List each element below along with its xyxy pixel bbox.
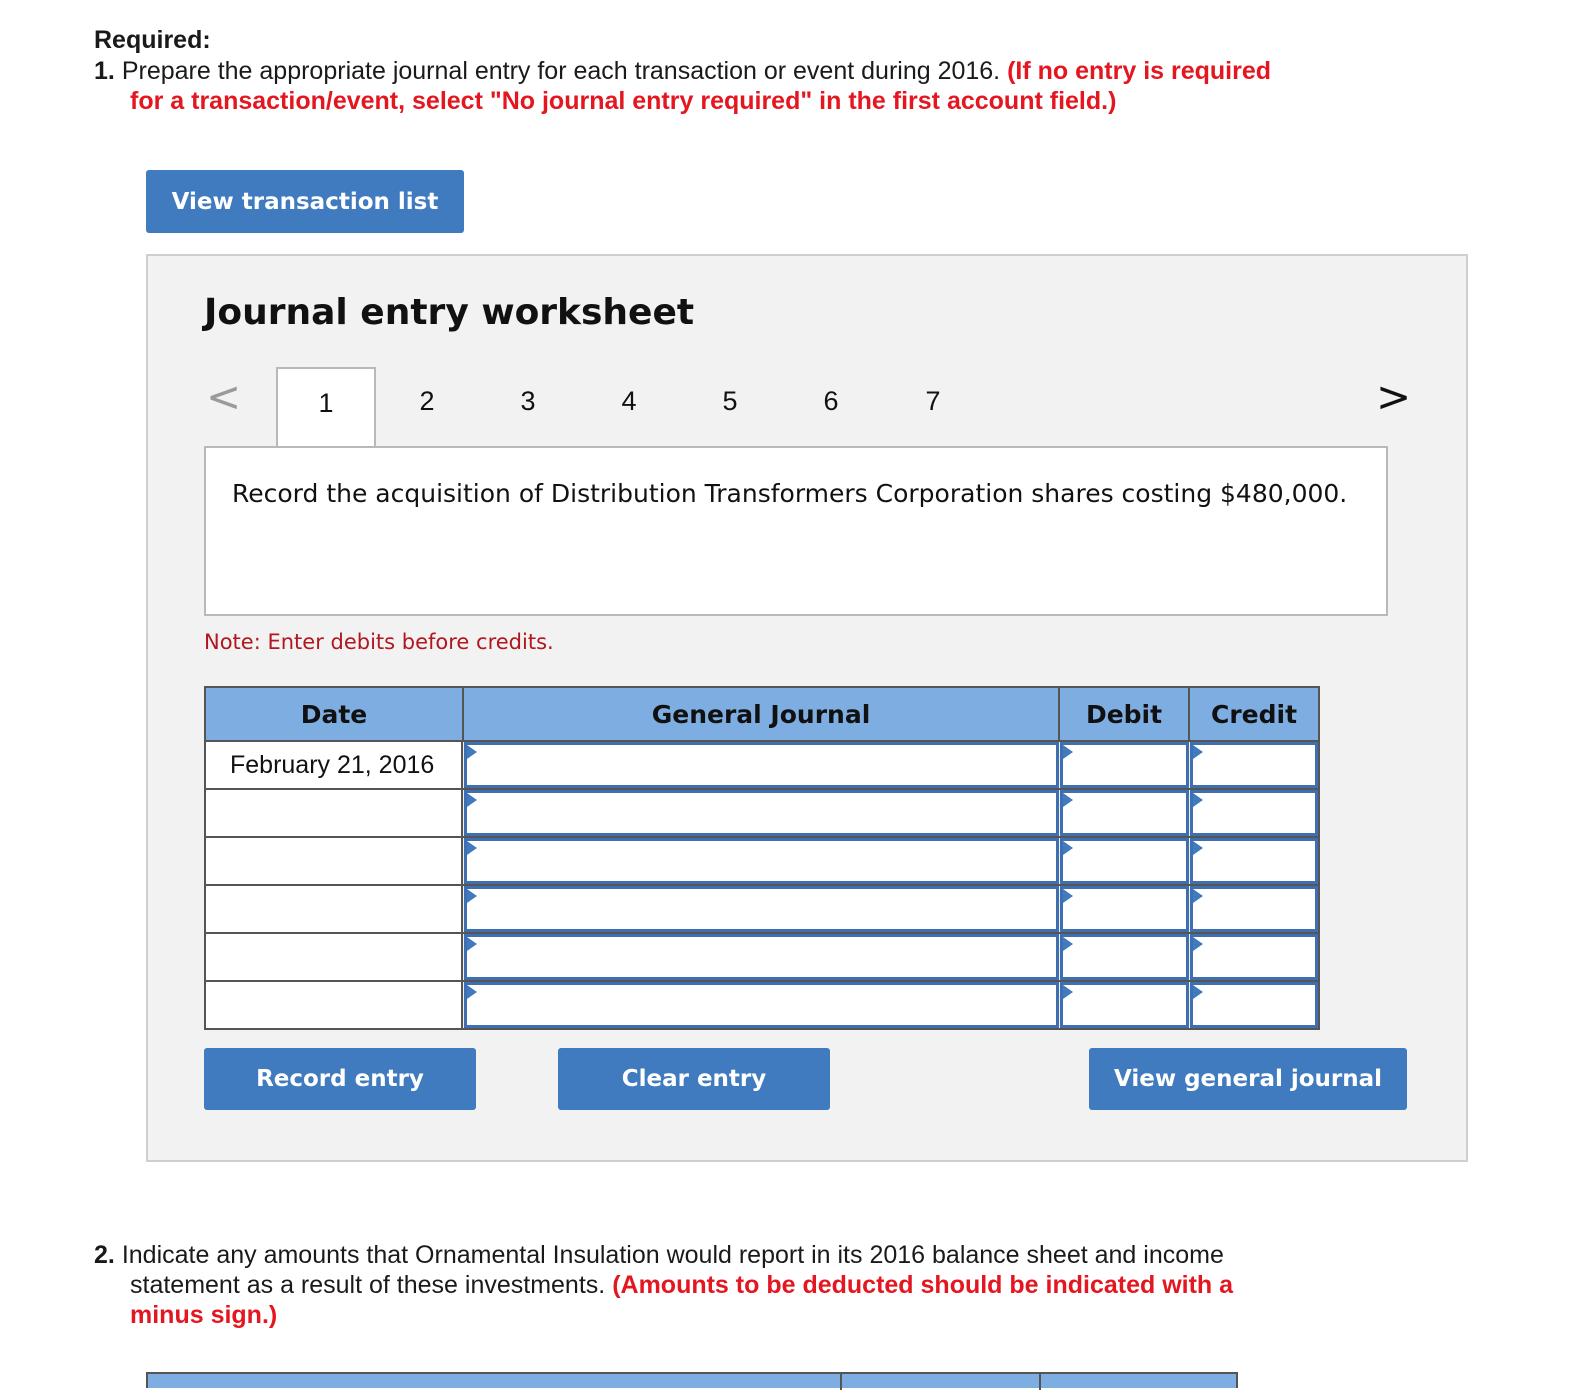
header-debit: Debit bbox=[1060, 688, 1190, 740]
tab-3[interactable]: 3 bbox=[520, 385, 536, 416]
record-entry-button[interactable]: Record entry bbox=[204, 1048, 476, 1110]
question-1-instruction: (If no entry is required bbox=[1007, 57, 1272, 85]
dropdown-triangle-icon bbox=[467, 745, 477, 759]
dropdown-triangle-icon bbox=[1193, 745, 1203, 759]
next-arrow-icon[interactable]: > bbox=[1376, 372, 1412, 421]
debit-input[interactable] bbox=[1060, 886, 1190, 932]
credit-input[interactable] bbox=[1190, 742, 1318, 788]
table-row bbox=[206, 836, 1318, 884]
clear-entry-button[interactable]: Clear entry bbox=[558, 1048, 830, 1110]
table-header-row bbox=[206, 688, 1318, 740]
question-2-number: 2. bbox=[94, 1241, 115, 1269]
dropdown-triangle-icon bbox=[467, 985, 477, 999]
tab-1[interactable]: 1 bbox=[276, 367, 376, 449]
account-dropdown[interactable] bbox=[464, 742, 1058, 788]
header-general-journal: General Journal bbox=[464, 688, 1060, 740]
dropdown-triangle-icon bbox=[1193, 841, 1203, 855]
dropdown-triangle-icon bbox=[1063, 745, 1073, 759]
date-cell bbox=[206, 790, 463, 836]
question-1-text: Prepare the appropriate journal entry for each transaction or event during 2016. bbox=[121, 57, 1001, 85]
date-cell: February 21, 2016 bbox=[206, 742, 463, 788]
date-cell bbox=[206, 982, 463, 1028]
general-journal-table bbox=[204, 686, 1320, 1030]
credit-input[interactable] bbox=[1190, 790, 1318, 836]
debit-input[interactable] bbox=[1060, 742, 1190, 788]
question-2-line-1 bbox=[94, 1240, 1224, 1270]
question-2-instruction-cont: minus sign.) bbox=[130, 1301, 278, 1329]
dropdown-triangle-icon bbox=[1063, 937, 1073, 951]
dropdown-triangle-icon bbox=[1193, 889, 1203, 903]
question-1-number: 1. bbox=[94, 57, 115, 85]
dropdown-triangle-icon bbox=[467, 889, 477, 903]
date-cell bbox=[206, 934, 463, 980]
dropdown-triangle-icon bbox=[1193, 985, 1203, 999]
date-cell bbox=[206, 886, 463, 932]
tab-7[interactable]: 7 bbox=[925, 385, 941, 416]
dropdown-triangle-icon bbox=[1063, 793, 1073, 807]
debit-input[interactable] bbox=[1060, 790, 1190, 836]
account-dropdown[interactable] bbox=[464, 886, 1058, 932]
credit-input[interactable] bbox=[1190, 982, 1318, 1028]
table-row bbox=[206, 788, 1318, 836]
worksheet-title: Journal entry worksheet bbox=[204, 292, 695, 333]
table-row bbox=[206, 884, 1318, 932]
table-row bbox=[206, 932, 1318, 980]
tab-4[interactable]: 4 bbox=[621, 385, 637, 416]
tab-6[interactable]: 6 bbox=[823, 385, 839, 416]
tab-5[interactable]: 5 bbox=[722, 385, 738, 416]
question-2-text: Indicate any amounts that Ornamental Insulation would report in its 2016 balance sheet and income bbox=[121, 1241, 1224, 1269]
question-1-instruction-cont: for a transaction/event, select "No journal entry required" in the first account field.) bbox=[130, 87, 1117, 115]
credit-input[interactable] bbox=[1190, 934, 1318, 980]
tab-2[interactable]: 2 bbox=[419, 385, 435, 416]
view-general-journal-button[interactable]: View general journal bbox=[1089, 1048, 1407, 1110]
account-dropdown[interactable] bbox=[464, 982, 1058, 1028]
dropdown-triangle-icon bbox=[1063, 889, 1073, 903]
account-dropdown[interactable] bbox=[464, 934, 1058, 980]
account-dropdown[interactable] bbox=[464, 790, 1058, 836]
debit-input[interactable] bbox=[1060, 982, 1190, 1028]
question-2-instruction: (Amounts to be deducted should be indicated with a bbox=[612, 1271, 1234, 1299]
debit-input[interactable] bbox=[1060, 934, 1190, 980]
dropdown-triangle-icon bbox=[467, 937, 477, 951]
balance-sheet-table-header bbox=[146, 1372, 1238, 1388]
date-cell bbox=[206, 838, 463, 884]
dropdown-triangle-icon bbox=[1063, 841, 1073, 855]
header-credit: Credit bbox=[1190, 688, 1318, 740]
credit-input[interactable] bbox=[1190, 886, 1318, 932]
question-2-line-2 bbox=[130, 1270, 1233, 1300]
debit-input[interactable] bbox=[1060, 838, 1190, 884]
dropdown-triangle-icon bbox=[1193, 793, 1203, 807]
table-row bbox=[206, 740, 1318, 788]
note-text: Note: Enter debits before credits. bbox=[204, 630, 554, 654]
header-date: Date bbox=[206, 688, 464, 740]
question-1-line-1 bbox=[94, 56, 1271, 86]
dropdown-triangle-icon bbox=[1063, 985, 1073, 999]
transaction-description: Record the acquisition of Distribution Transformers Corporation shares costing $480,000. bbox=[204, 446, 1388, 616]
required-heading: Required: bbox=[94, 26, 211, 54]
question-2-text-cont: statement as a result of these investments. bbox=[130, 1271, 606, 1299]
dropdown-triangle-icon bbox=[1193, 937, 1203, 951]
view-transaction-list-button[interactable]: View transaction list bbox=[146, 170, 464, 233]
dropdown-triangle-icon bbox=[467, 793, 477, 807]
dropdown-triangle-icon bbox=[467, 841, 477, 855]
table-row bbox=[206, 980, 1318, 1028]
account-dropdown[interactable] bbox=[464, 838, 1058, 884]
previous-arrow-icon[interactable]: < bbox=[206, 372, 242, 421]
credit-input[interactable] bbox=[1190, 838, 1318, 884]
